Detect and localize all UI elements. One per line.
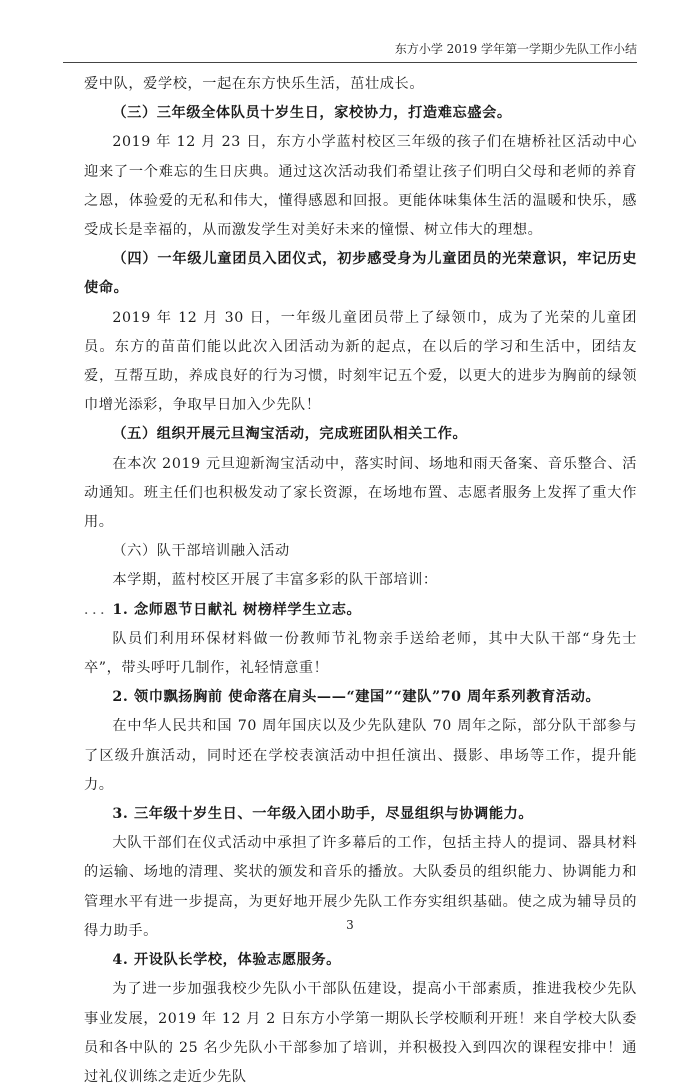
paragraph: 为了进一步加强我校少先队小干部队伍建设，提高小干部素质，推进我校少先队事业发展，2019 年 12 月 2 日东方小学第一期队长学校顺利开班！来自学校大队委员和各中队的 25 名少先队小干部参加了培训，并积极投入到四次的课程安排中！通过礼仪训练之走近少先队 [84,981,637,1085]
paragraph: 在本次 2019 元旦迎新淘宝活动中，落实时间、场地和雨天备案、音乐整合、活动通知。班主任们也积极发动了家长资源，在场地布置、志愿者服务上发挥了重大作用。 [84,455,637,531]
section-heading-5: （五）组织开展元旦淘宝活动，完成班团队相关工作。 [112,426,468,443]
paragraph: 大队干部们在仪式活动中承担了许多幕后的工作，包括主持人的提词、器具材料的运输、场地的清理、奖状的颁发和音乐的播放。大队委员的组织能力、协调能力和管理水平有进一步提高，为更好地开展少先队工作夯实组织基础。使之成为辅导员的得力助手。 [84,835,637,939]
section-heading-3: （三）三年级全体队员十岁生日，家校协力，打造难忘盛会。 [112,105,512,122]
page-header [63,36,637,63]
paragraph: 队员们利用环保材料做一份教师节礼物亲手送给老师，其中大队干部“身先士卒”，带头呼吁几制作，礼轻情意重！ [84,630,637,677]
document-body [84,70,637,1092]
paragraph: 本学期，蓝村校区开展了丰富多彩的队干部培训： [112,572,438,589]
paragraph: 2019 年 12 月 23 日，东方小学蓝村校区三年级的孩子们在塘桥社区活动中心迎来了一个难忘的生日庆典。通过这次活动我们希望让孩子们明白父母和老师的养育之恩，体验爱的无私和伟大，懂得感恩和回报。更能体味集体生活的温暖和快乐，感受成长是幸福的，从而激发学生对美好未来的憧憬、树立伟大的理想。 [84,134,637,239]
subheading-1 [84,596,637,625]
section-heading-4: （四）一年级儿童团员入团仪式，初步感受身为儿童团员的光荣意识，牢记历史使命。 [84,251,637,297]
subheading-4: 4. 开设队长学校，体验志愿服务。 [112,952,341,969]
subheading-2: 2. 领巾飘扬胸前 使命落在肩头——“建国”“建队”70 周年系列教育活动。 [112,689,601,706]
page-footer [0,918,700,932]
paragraph: 在中华人民共和国 70 周年国庆以及少先队建队 70 周年之际，部分队干部参与了区级升旗活动，同时还在学校表演活动中担任演出、摄影、串场等工作，提升能力。 [84,718,637,793]
header-title: 东方小学 2019 学年第一学期少先队工作小结 [394,42,637,56]
paragraph: 爱中队，爱学校，一起在东方快乐生活，茁壮成长。 [84,76,425,92]
section-heading-6: （六）队干部培训融入活动 [112,543,290,560]
paragraph: 2019 年 12 月 30 日，一年级儿童团员带上了绿领巾，成为了光荣的儿童团员。东方的苗苗们能以此次入团活动为新的起点，在以后的学习和生活中，团结友爱，互帮互助，养成良好的行为习惯，时刻牢记五个爱，以更大的进步为胸前的绿领巾增光添彩，争取早日加入少先队！ [84,309,637,414]
subheading-3: 3. 三年级十岁生日、一年级入团小助手，尽显组织与协调能力。 [112,806,534,823]
leader-dots: ．．． [84,601,116,618]
subheading-1-text: 1. 念师恩节日献礼 树榜样学生立志。 [112,601,362,618]
page-number: 3 [346,918,354,932]
